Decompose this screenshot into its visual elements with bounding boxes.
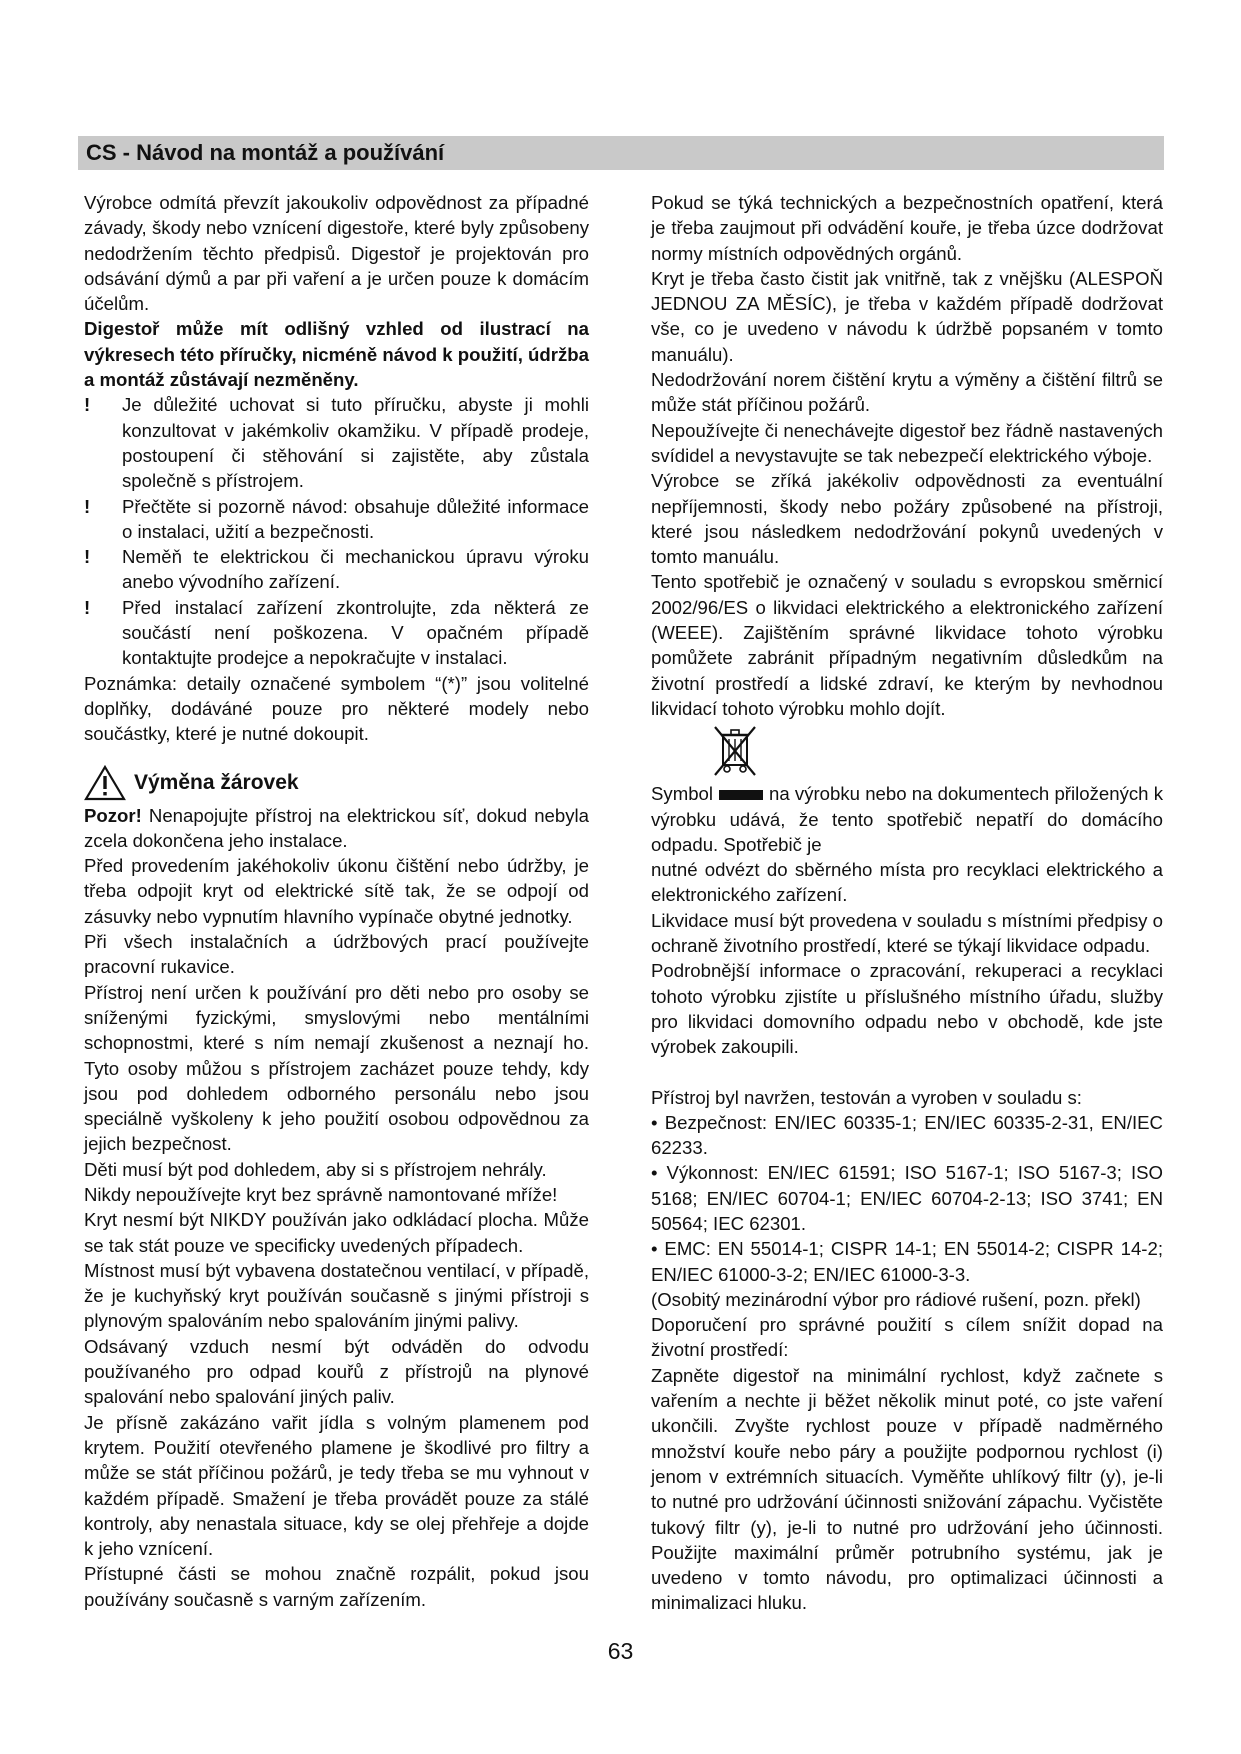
- caution-paragraph: [84, 803, 589, 854]
- page-number: 63: [607, 1638, 634, 1664]
- left-column: [84, 190, 589, 1612]
- symbol-label: Symbol: [651, 783, 714, 805]
- page-title: CS - Návod na montáž a používání: [78, 136, 1164, 170]
- caution-label: Pozor!: [84, 804, 142, 826]
- exclamation-mark: !: [84, 394, 91, 416]
- list-item-text: Přečtěte si pozorně návod: obsahuje důležité informace o instalaci, užití a bezpečnosti.: [122, 495, 589, 542]
- paragraph: Likvidace musí být provedena v souladu s místními předpisy o ochraně životního prostředí, které se týkají likvidace odpadu.: [651, 909, 1163, 957]
- symbol-text: na výrobku nebo na dokumentech přiložených k výrobku udává, že tento spotřebič nepatří do domácího odpadu. Spotřebič je: [651, 783, 1163, 855]
- caution-text: Nenapojujte přístroj na elektrickou síť, dokud nebyla zcela dokončena jeho instalace.: [84, 804, 589, 851]
- list-item: [84, 392, 589, 493]
- paragraph: Děti musí být pod dohledem, aby si s přístrojem nehrály.: [84, 1158, 547, 1180]
- paragraph: Místnost musí být vybavena dostatečnou ventilací, v případě, že je kuchyňský kryt používán současně s jinými přístroji s plynovým spalováním nebo spalováním jinými palivy.: [84, 1259, 589, 1332]
- paragraph: Kryt je třeba často čistit jak vnitřně, tak z vnějšku (ALESPOŇ JEDNOU ZA MĚSÍC), je třeba v každém případě dodržovat vše, co je uvedeno v návodu k údržbě popsaném v tomto manuálu).: [651, 267, 1163, 365]
- warning-icon: [84, 765, 126, 801]
- paragraph: Doporučení pro správné použití s cílem snížit dopad na životní prostředí:: [651, 1314, 1163, 1361]
- standards-item: • Bezpečnost: EN/IEC 60335-1; EN/IEC 60335-2-31, EN/IEC 62233.: [651, 1111, 1163, 1159]
- exclamation-mark: !: [84, 596, 91, 618]
- paragraph: Nepoužívejte či nenechávejte digestoř bez řádně nastavených svídidel a nevystavujte se tak nebezpečí elektrického výboje.: [651, 419, 1163, 466]
- paragraph: (Osobitý mezinárodní výbor pro rádiové rušení, pozn. překl): [651, 1288, 1141, 1310]
- list-item-text: Před instalací zařízení zkontrolujte, zda některá ze součástí není poškozena. V opačném případě kontaktujte prodejce a nepokračujte v instalaci.: [122, 596, 589, 669]
- paragraph: Nikdy nepoužívejte kryt bez správně namontované mříže!: [84, 1183, 558, 1205]
- paragraph: Přístupné části se mohou značně rozpálit, pokud jsou používány současně s varným zařízením.: [84, 1563, 589, 1610]
- paragraph: Přístroj byl navržen, testován a vyroben v souladu s:: [651, 1086, 1082, 1108]
- paragraph: Přístroj není určen k používání pro děti nebo pro osoby se sníženými fyzickými, smyslovými nebo mentálními schopnostmi, které s ním nemají zkušenost a neznají ho. Tyto osoby můžou s přístrojem zacházet pouze tehdy, kdy jsou pod dohledem odborného personálu nebo jsou speciálně vyškoleny k jeho použití osobou odpovědnou za jejich bezpečnost.: [84, 981, 589, 1155]
- symbol-paragraph: [651, 781, 1163, 857]
- paragraph: Odsávaný vzduch nesmí být odváděn do odvodu používaného pro odpad kouřů z přístrojů na plynové spalování nebo spalování jiných paliv.: [84, 1335, 589, 1408]
- list-item: [84, 544, 589, 595]
- list-item: [84, 494, 589, 545]
- spacer: [651, 1060, 1163, 1085]
- paragraph: nutné odvézt do sběrného místa pro recyklaci elektrického a elektronického zařízení.: [651, 859, 1163, 906]
- section-title: Výměna žárovek: [134, 770, 299, 794]
- standards-item: • EMC: EN 55014-1; CISPR 14-1; EN 55014-2; CISPR 14-2; EN/IEC 61000-3-2; EN/IEC 61000-3-3.: [651, 1238, 1163, 1285]
- paragraph: Je přísně zakázáno vařit jídla s volným plamenem pod krytem. Použití otevřeného plamene je škodlivé pro filtry a může se stát příčinou požárů, je tedy třeba se mu vyhnout v každém případě. Smažení je třeba provádět pouze za stálé kontroly, aby nenastala situace, kdy se olej přehřeje a dojde k jeho vznícení.: [84, 1411, 589, 1560]
- paragraph: Pokud se týká technických a bezpečnostních opatření, která je třeba zaujmout při odvádění kouře, je třeba úzce dodržovat normy místních odpovědných orgánů.: [651, 192, 1163, 264]
- crossed-bin-icon: [713, 725, 757, 781]
- appearance-note: Digestoř může mít odlišný vzhled od ilustrací na výkresech této příručky, nicméně návod k použití, údržba a montáž zůstávají nezměněny.: [84, 318, 589, 391]
- list-item-text: Je důležité uchovat si tuto příručku, abyste ji mohli konzultovat v jakémkoliv okamžiku. V případě prodeje, postoupení či stěhování si zajistěte, aby zůstala společně s přístrojem.: [122, 394, 589, 492]
- paragraph: Zapněte digestoř na minimální rychlost, když začnete s vařením a nechte ji běžet několik minut poté, co jste vaření ukončili. Zvyšte rychlost pouze v případě nadměrného množství kouře nebo páry a použijte podpornou rychlost (i) jenom v extrémních situacích. Vyměňte uhlíkový filtr (y), je-li to nutné pro udržování účinnosti snižování zápachu. Vyčistěte tukový filtr (y), je-li to nutné pro udržování jeho účinnosti. Použijte maximální průměr potrubního systému, jak je uvedeno v tomto návodu, pro optimalizaci účinnosti a minimalizaci hluku.: [651, 1364, 1163, 1614]
- list-item: [84, 595, 589, 671]
- paragraph: Nedodržování norem čištění krytu a výměny a čištění filtrů se může stát příčinou požárů.: [651, 369, 1163, 416]
- paragraph: Při všech instalačních a údržbových prací používejte pracovní rukavice.: [84, 931, 589, 978]
- exclamation-mark: !: [84, 546, 91, 568]
- paragraph: Výrobce se zříká jakékoliv odpovědnosti za eventuální nepříjemnosti, škody nebo požáry způsobené na přístroji, které jsou následkem nedodržování pokynů uvedených v tomto manuálu.: [651, 470, 1163, 568]
- list-item-text: Neměň te elektrickou či mechanickou úpravu výroku anebo vývodního zařízení.: [122, 546, 589, 593]
- paragraph: Tento spotřebič je označený v souladu s evropskou směrnicí 2002/96/ES o likvidaci elektrického a elektronického zařízení (WEEE). Zajištěním správné likvidace tohoto výrobku pomůžete zabránit případným negativním důsledkům na životní prostředí a lidské zdraví, ke kterým by nevhodnou likvidací tohoto výrobku mohlo dojít.: [651, 571, 1163, 719]
- exclamation-mark: !: [84, 495, 91, 517]
- standards-item: • Výkonnost: EN/IEC 61591; ISO 5167-1; ISO 5167-3; ISO 5168; EN/IEC 60704-1; EN/IEC 60704-2-13; ISO 3741; EN 50564; IEC 62301.: [651, 1162, 1163, 1234]
- right-column: [651, 190, 1163, 1616]
- optional-note: Poznámka: detaily označené symbolem “(*)” jsou volitelné doplňky, dodáváné pouze pro některé modely nebo součástky, které je nutné dokoupit.: [84, 672, 589, 745]
- paragraph: Před provedením jakéhokoliv úkonu čištění nebo údržby, je třeba odpojit kryt od elektrické sítě tak, že se odpojí od zásuvky nebo vypnutím hlavního vypínače obytné jednotky.: [84, 855, 589, 927]
- paragraph: Podrobnější informace o zpracování, rekuperaci a recyklaci tohoto výrobku zjistíte u příslušného místního úřadu, služby pro likvidaci domovního odpadu nebo v obchodě, kde jste výrobek zakoupili.: [651, 960, 1163, 1058]
- intro-paragraph: Výrobce odmítá převzít jakoukoliv odpovědnost za případné závady, škody nebo vznícení digestoře, které byly způsobeny nedodržením těchto předpisů. Digestoř je projektován pro odsávání dýmů a par při vaření a je určen pouze k domácím účelům.: [84, 192, 589, 315]
- paragraph: Kryt nesmí být NIKDY používán jako odkládací plocha. Může se tak stát pouze ve specificky uvedených případech.: [84, 1209, 589, 1256]
- black-bar-symbol: [719, 790, 763, 800]
- section-heading: [84, 765, 589, 801]
